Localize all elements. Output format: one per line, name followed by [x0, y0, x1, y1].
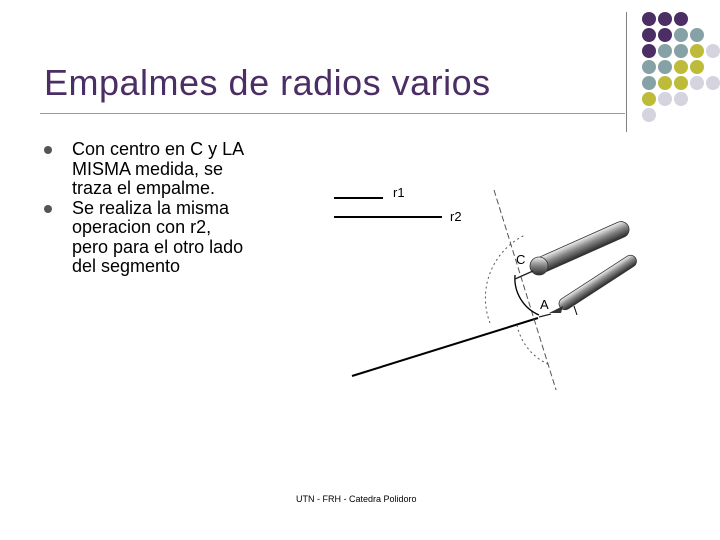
dot-teal — [658, 60, 672, 74]
compass-icon — [515, 219, 639, 317]
dot-olive — [674, 76, 688, 90]
bullet-list — [44, 140, 244, 277]
dot-purple — [642, 12, 656, 26]
dot-teal — [642, 60, 656, 74]
dot-grey — [690, 76, 704, 90]
dot-olive — [674, 60, 688, 74]
slide-title: Empalmes de radios varios — [44, 62, 491, 103]
dashed-line — [494, 190, 557, 390]
dot-grey — [706, 76, 720, 90]
dot-purple — [642, 28, 656, 42]
dot-teal — [674, 44, 688, 58]
dot-olive — [658, 76, 672, 90]
dot-teal — [674, 28, 688, 42]
dot-teal — [658, 44, 672, 58]
construction-figure — [325, 175, 645, 390]
dot-teal — [690, 28, 704, 42]
vertical-divider — [626, 12, 627, 132]
dot-olive — [690, 60, 704, 74]
point-c-label: C — [516, 252, 526, 267]
bullet-marker — [44, 205, 52, 213]
construction-arc-secondary — [517, 325, 550, 365]
dot-teal — [642, 76, 656, 90]
dot-purple — [658, 28, 672, 42]
construction-arc — [485, 235, 525, 323]
dot-purple — [658, 12, 672, 26]
bullet-marker — [44, 146, 52, 154]
dot-olive — [690, 44, 704, 58]
dot-grey — [642, 108, 656, 122]
bullet-text: Con centro en C y LA MISMA medida, se traza el empalme. — [72, 139, 244, 198]
bullet-text: Se realiza la misma operacion con r2, pero para el otro lado del segmento — [72, 197, 244, 276]
decorative-dot-grid — [640, 12, 720, 122]
dot-purple — [642, 44, 656, 58]
dot-grey — [674, 92, 688, 106]
footer-text: UTN - FRH - Catedra Polidoro — [296, 494, 417, 504]
bullet-item — [44, 140, 244, 199]
tick-mark — [574, 306, 577, 315]
dot-grey — [658, 92, 672, 106]
base-line — [352, 318, 538, 376]
bullet-item — [44, 199, 244, 277]
point-a-label: A — [540, 297, 549, 312]
dot-purple — [674, 12, 688, 26]
title-divider — [40, 113, 625, 114]
r2-label: r2 — [450, 209, 462, 224]
dot-olive — [642, 92, 656, 106]
dot-grey — [706, 44, 720, 58]
r1-label: r1 — [393, 185, 405, 200]
